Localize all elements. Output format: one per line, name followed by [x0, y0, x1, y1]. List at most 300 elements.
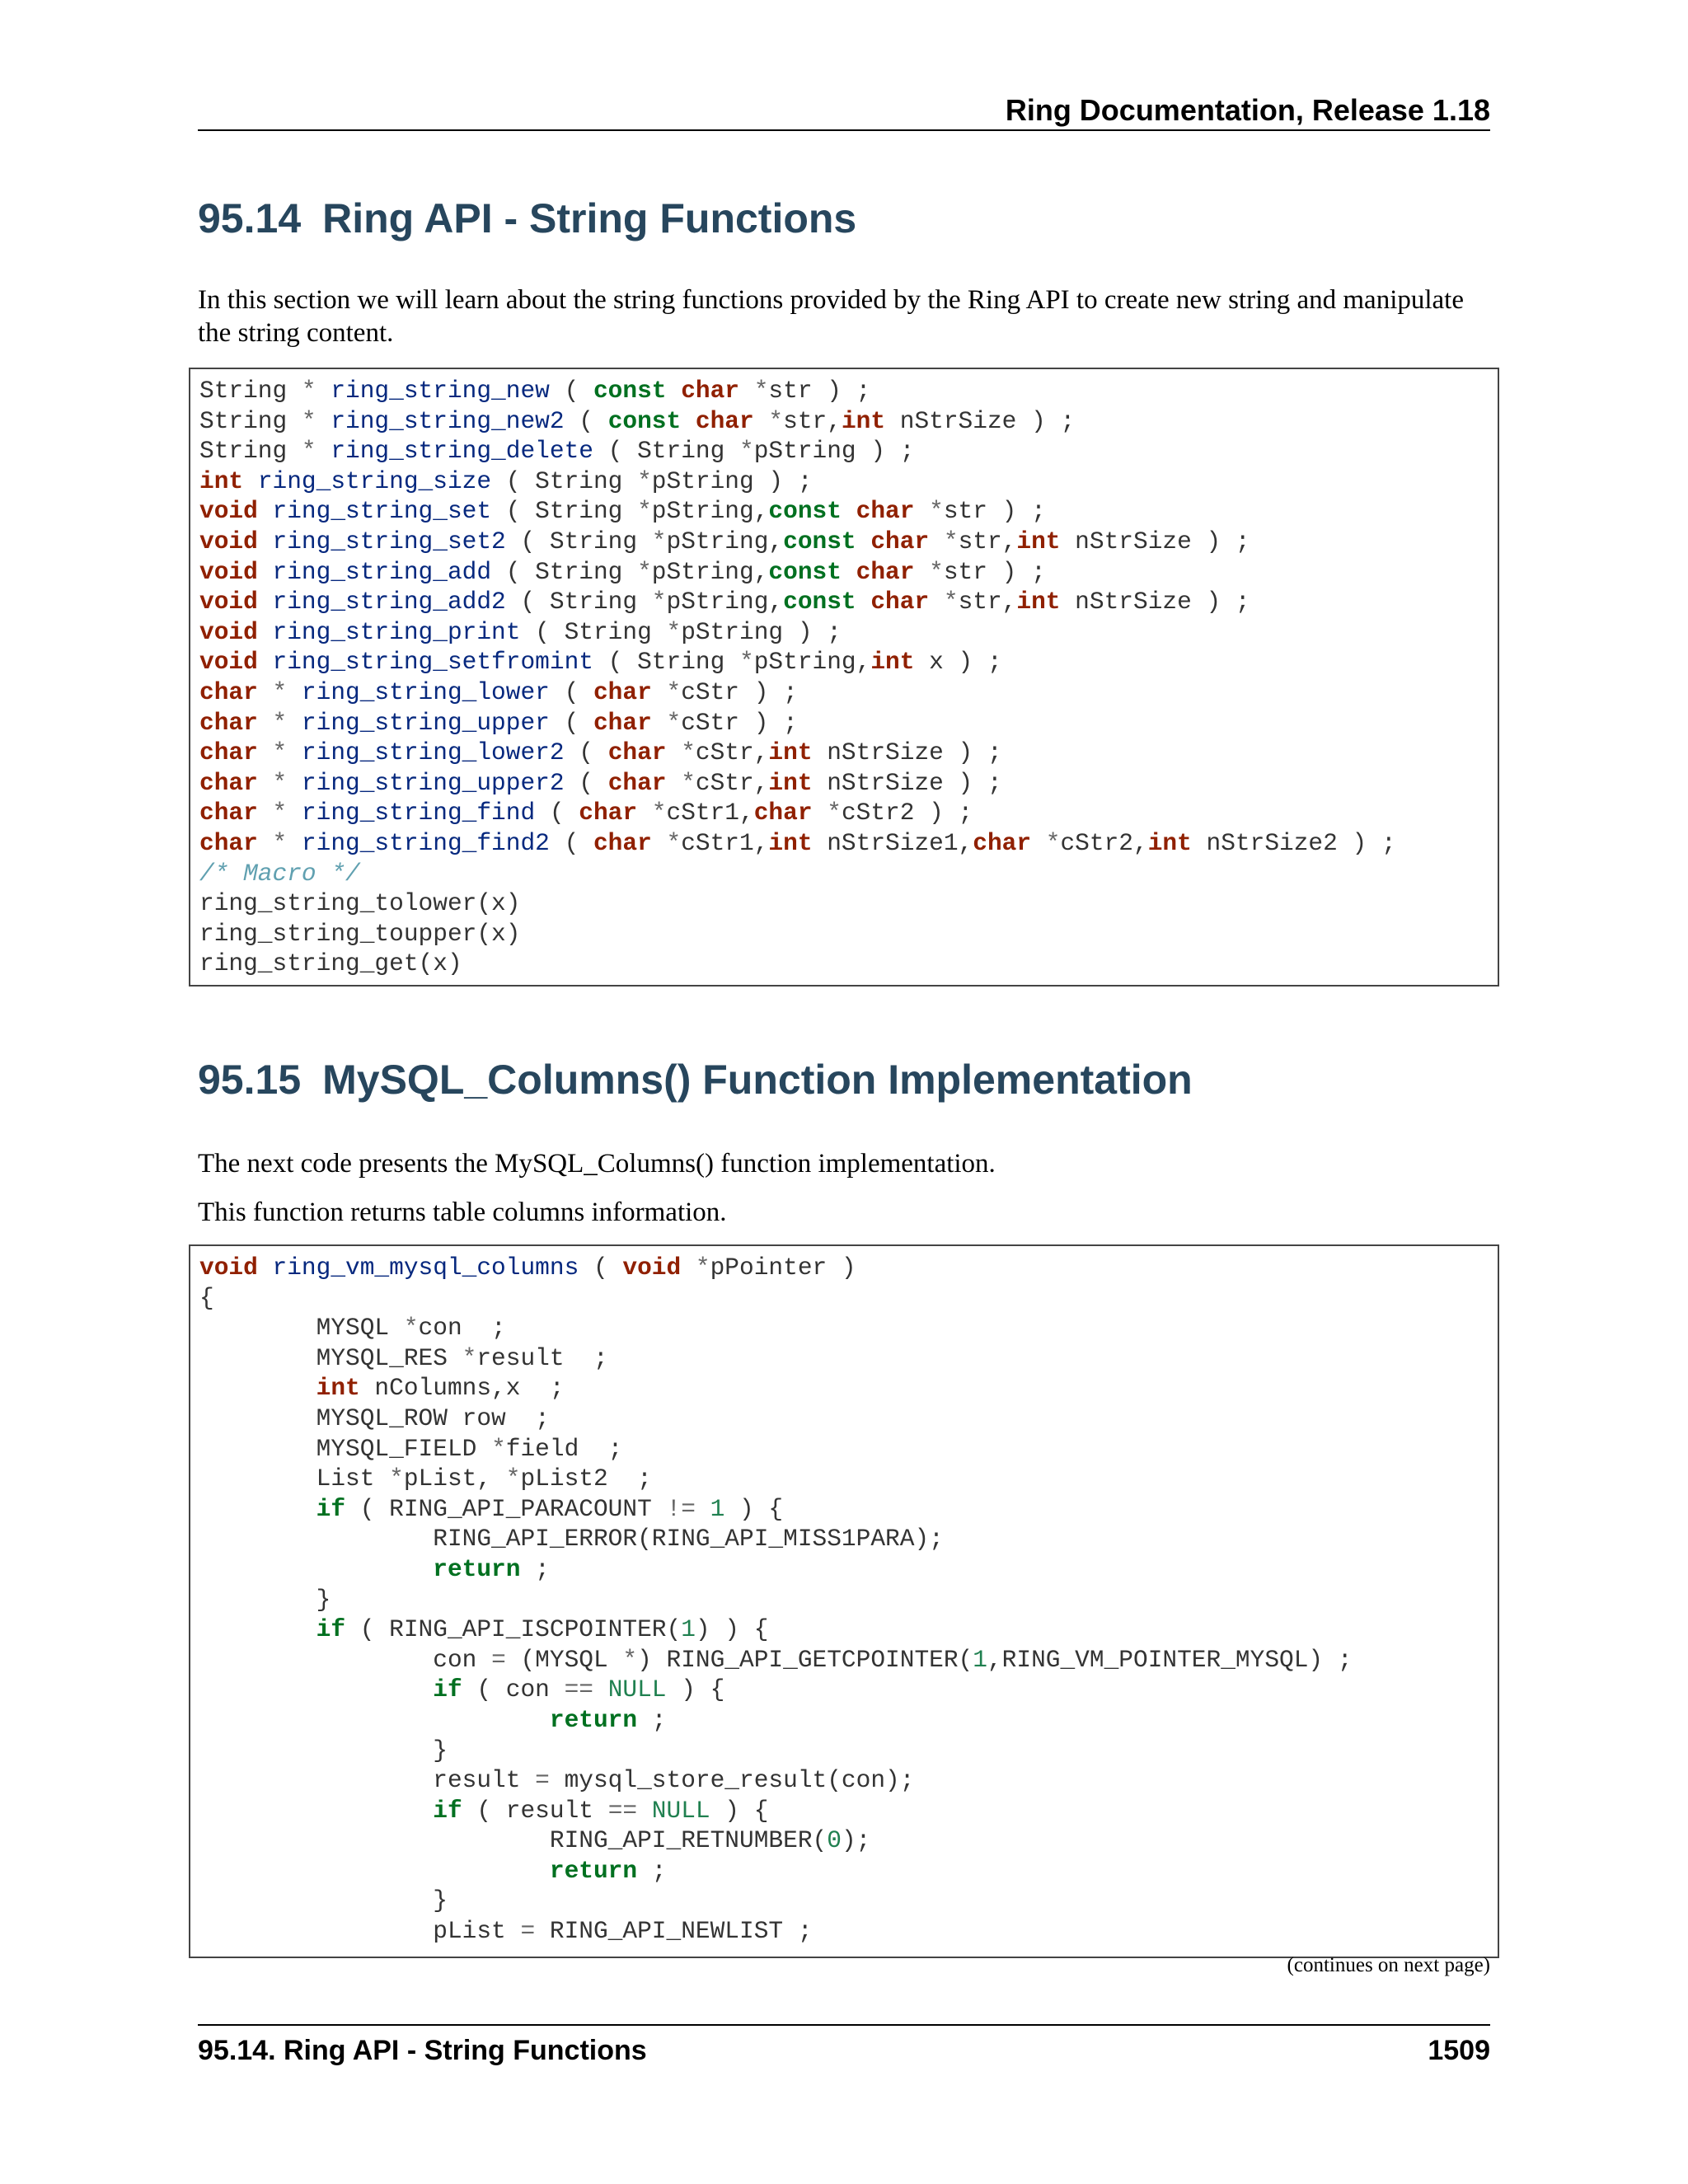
code-token: cStr1,: [681, 828, 769, 857]
code-token: char: [199, 828, 258, 857]
code-token: *: [943, 588, 959, 616]
code-token: char: [973, 828, 1032, 857]
code-token: }: [199, 1585, 331, 1614]
code-token: *: [929, 497, 944, 526]
code-line: [199, 1343, 1498, 1374]
code-token: str ) ;: [768, 377, 871, 405]
code-block-mysql-columns: [189, 1244, 1499, 1958]
code-token: ( RING_API_ISCPOINTER(: [345, 1615, 682, 1644]
code-token: if: [316, 1615, 346, 1644]
code-token: cStr1,: [666, 799, 754, 827]
code-token: char: [199, 768, 258, 797]
code-token: *: [666, 677, 682, 706]
code-token: (: [564, 738, 608, 767]
code-token: ) {: [710, 1796, 769, 1825]
code-token: ( con: [462, 1675, 565, 1704]
code-token: *: [739, 437, 754, 466]
code-line: [199, 1313, 1498, 1343]
code-token: ( String: [491, 497, 638, 526]
code-token: ring_string_lower: [301, 677, 550, 706]
code-token: [258, 709, 273, 737]
code-token: *: [943, 527, 959, 555]
code-token: *: [389, 1465, 404, 1493]
code-token: *: [929, 557, 944, 586]
code-token: String: [199, 377, 302, 405]
code-line: [199, 406, 1498, 437]
code-token: if: [433, 1675, 462, 1704]
code-token: ( String: [593, 648, 740, 677]
code-line: [199, 768, 1498, 799]
code-token: con ;: [418, 1314, 506, 1343]
code-token: (: [535, 799, 579, 827]
code-token: [929, 527, 944, 555]
code-line: [199, 677, 1498, 708]
code-token: ) RING_API_GETCPOINTER(: [637, 1645, 973, 1674]
code-token: ring_string_set2: [272, 527, 506, 555]
code-token: char: [593, 828, 652, 857]
code-token: const: [783, 527, 856, 555]
code-token: pList: [199, 1917, 521, 1946]
code-token: char: [695, 406, 754, 435]
code-token: char: [607, 768, 667, 797]
code-line: [199, 919, 1498, 949]
code-token: pString,: [753, 648, 871, 677]
code-token: ring_string_lower2: [301, 738, 565, 767]
code-token: pList2 ;: [520, 1465, 652, 1493]
code-token: 0: [827, 1826, 842, 1855]
code-token: void: [622, 1254, 682, 1282]
code-token: [637, 1797, 652, 1825]
code-token: mysql_store_result(con);: [549, 1766, 915, 1795]
code-token: ( String: [593, 437, 740, 466]
code-token: result: [199, 1766, 536, 1795]
section-title-text: Ring API - String Functions: [322, 195, 857, 241]
code-token: const: [768, 497, 842, 526]
code-token: (: [564, 768, 608, 797]
code-line: [199, 1373, 1498, 1404]
code-token: *: [739, 648, 754, 677]
code-token: [667, 377, 682, 405]
code-token: [739, 377, 754, 405]
code-token: ( String: [491, 466, 638, 495]
code-token: [914, 558, 929, 586]
code-line: [199, 949, 1498, 979]
footer-divider: [198, 2024, 1490, 2026]
code-token: *: [753, 377, 769, 405]
code-token: [258, 648, 273, 676]
code-token: ( RING_API_PARACOUNT: [345, 1494, 667, 1523]
code-token: str ) ;: [943, 497, 1046, 526]
code-token: char: [199, 677, 258, 706]
code-token: void: [199, 497, 258, 526]
code-token: nStrSize ) ;: [812, 768, 1002, 797]
code-token: =: [535, 1766, 550, 1795]
code-token: [258, 618, 273, 646]
code-token: [287, 829, 302, 857]
code-token: NULL: [651, 1796, 710, 1825]
code-line: [199, 708, 1498, 738]
code-line: [199, 1404, 1498, 1434]
code-token: [258, 829, 273, 857]
code-token: char: [199, 799, 258, 827]
code-line: [199, 1585, 1498, 1615]
code-token: char: [199, 708, 258, 737]
code-token: [258, 558, 273, 586]
code-token: pString ) ;: [651, 466, 813, 495]
code-token: ==: [607, 1796, 638, 1825]
code-token: [287, 709, 302, 737]
code-token: *: [637, 497, 652, 526]
code-line: [199, 1856, 1498, 1886]
code-line: [199, 1645, 1498, 1675]
code-token: cStr ) ;: [681, 708, 798, 737]
code-token: [316, 437, 331, 465]
code-token: str,: [783, 406, 842, 435]
code-line: [199, 1253, 1498, 1283]
code-token: [681, 407, 696, 435]
code-token: (: [564, 406, 608, 435]
code-token: [258, 588, 273, 616]
code-token: if: [433, 1796, 462, 1825]
code-token: [258, 527, 273, 555]
code-token: [696, 1495, 710, 1523]
code-token: *: [1045, 828, 1061, 857]
code-line: [199, 647, 1498, 677]
code-token: *: [462, 1343, 477, 1372]
code-token: *: [768, 406, 784, 435]
code-token: char: [753, 799, 813, 827]
section-number: 95.14: [198, 195, 302, 241]
code-token: return: [549, 1705, 638, 1734]
code-token: ( result: [462, 1796, 608, 1825]
code-line: [199, 376, 1498, 406]
code-token: nColumns,x ;: [359, 1374, 565, 1403]
code-token: ;: [637, 1856, 667, 1885]
code-token: char: [856, 497, 915, 526]
code-token: pString ) ;: [753, 437, 915, 466]
code-token: ring_string_find: [301, 799, 536, 827]
code-token: (: [549, 708, 593, 737]
code-token: int: [768, 768, 813, 797]
code-token: *: [505, 1465, 521, 1493]
code-token: (MYSQL: [505, 1645, 623, 1674]
code-token: pList,: [403, 1465, 506, 1493]
code-line: [199, 527, 1498, 557]
code-token: [199, 1857, 550, 1885]
code-token: [258, 799, 273, 827]
code-token: [652, 709, 667, 737]
code-line: [199, 1886, 1498, 1916]
code-token: char: [870, 588, 930, 616]
code-token: ring_string_toupper(x): [199, 919, 521, 948]
code-line: [199, 1554, 1498, 1585]
code-token: char: [593, 708, 652, 737]
code-token: *: [272, 677, 288, 706]
code-token: RING_API_NEWLIST ;: [535, 1917, 813, 1946]
code-token: [667, 738, 682, 766]
code-line: [199, 1825, 1498, 1856]
code-line: [199, 1524, 1498, 1554]
code-line: [199, 587, 1498, 617]
code-token: char: [870, 527, 930, 555]
code-token: char: [681, 377, 740, 405]
code-token: nStrSize ) ;: [885, 406, 1076, 435]
code-token: const: [607, 406, 682, 435]
code-token: char: [579, 799, 638, 827]
code-token: [258, 1254, 273, 1282]
code-token: );: [841, 1826, 871, 1855]
code-token: String: [199, 437, 302, 466]
code-token: int: [199, 466, 244, 495]
code-token: x ) ;: [914, 648, 1002, 677]
continues-note: (continues on next page): [1287, 1954, 1490, 1976]
code-token: [593, 1675, 608, 1704]
code-token: ,RING_VM_POINTER_MYSQL) ;: [987, 1645, 1353, 1674]
code-token: void: [199, 617, 258, 646]
code-token: void: [199, 648, 258, 677]
code-token: [287, 678, 302, 706]
code-token: *: [666, 708, 682, 737]
code-token: ring_string_get(x): [199, 949, 462, 978]
code-token: [199, 1555, 433, 1583]
code-line: [199, 1494, 1498, 1525]
code-token: [199, 1706, 550, 1734]
code-token: ( String: [491, 557, 638, 586]
code-token: [243, 467, 258, 495]
code-token: (: [549, 677, 593, 706]
code-token: }: [199, 1736, 448, 1765]
code-token: ring_string_tolower(x): [199, 889, 521, 918]
code-token: *: [622, 1645, 638, 1674]
code-token: pString,: [651, 497, 769, 526]
code-token: cStr2 ) ;: [841, 799, 973, 827]
paragraph-code-intro: The next code presents the MySQL_Columns() function implementation.: [198, 1149, 996, 1179]
code-token: RING_API_RETNUMBER(: [199, 1826, 828, 1855]
code-token: *: [301, 377, 316, 405]
code-token: ring_string_new2: [331, 406, 565, 435]
running-header: Ring Documentation, Release 1.18: [1005, 93, 1490, 127]
code-token: (: [549, 828, 593, 857]
code-token: [813, 799, 828, 827]
section-heading-95-15: [198, 1055, 1193, 1104]
code-token: char: [593, 677, 652, 706]
code-line: [199, 859, 1498, 889]
code-token: nStrSize1,: [812, 828, 973, 857]
code-token: [929, 588, 944, 616]
code-token: ) {: [666, 1675, 725, 1704]
code-token: !=: [666, 1494, 696, 1523]
code-token: void: [199, 527, 258, 555]
code-token: ring_string_delete: [331, 437, 593, 466]
code-token: ring_string_new: [331, 377, 550, 405]
code-token: *: [695, 1254, 710, 1282]
code-line: [199, 1916, 1498, 1947]
code-token: *: [272, 799, 288, 827]
code-token: nStrSize2 ) ;: [1191, 828, 1396, 857]
code-token: [842, 497, 856, 525]
code-token: return: [433, 1554, 521, 1583]
code-token: 1: [681, 1615, 696, 1644]
code-token: [754, 407, 769, 435]
code-token: }: [199, 1886, 448, 1915]
code-line: [199, 1434, 1498, 1465]
code-token: str,: [958, 527, 1017, 555]
code-token: char: [199, 738, 258, 767]
code-token: [258, 497, 273, 525]
code-token: [1031, 829, 1046, 857]
paragraph-function-description: This function returns table columns information.: [198, 1197, 727, 1227]
code-token: ) {: [724, 1494, 784, 1523]
code-token: char: [607, 738, 667, 767]
code-token: ring_string_find2: [301, 828, 550, 857]
code-token: [287, 769, 302, 797]
code-line: [199, 738, 1498, 768]
code-token: [637, 799, 652, 827]
code-token: MYSQL_FIELD: [199, 1434, 492, 1463]
code-token: String: [199, 406, 302, 435]
code-token: ring_string_add: [272, 557, 492, 586]
code-token: *: [827, 799, 842, 827]
code-token: ring_string_size: [257, 466, 492, 495]
code-token: result ;: [476, 1343, 608, 1372]
code-token: *: [403, 1314, 419, 1343]
code-token: NULL: [607, 1675, 667, 1704]
code-token: *: [681, 738, 696, 767]
code-token: *: [651, 588, 667, 616]
code-token: nStrSize ) ;: [1060, 588, 1250, 616]
code-token: [199, 1797, 433, 1825]
code-token: int: [870, 648, 915, 677]
code-token: void: [199, 557, 258, 586]
code-token: [199, 1675, 433, 1704]
code-line: [199, 557, 1498, 588]
code-token: cStr,: [695, 738, 769, 767]
code-token: *: [301, 437, 316, 466]
code-token: cStr,: [695, 768, 769, 797]
code-token: {: [199, 1283, 214, 1312]
code-line: [199, 888, 1498, 919]
section-intro-paragraph: In this section we will learn about the string functions provided by the Ring API to create new string and manipulate the string content.: [198, 285, 1464, 348]
code-token: if: [316, 1494, 346, 1523]
code-token: nStrSize ) ;: [1060, 527, 1250, 555]
code-token: cStr ) ;: [681, 677, 798, 706]
code-token: *: [666, 617, 682, 646]
code-token: *: [637, 466, 652, 495]
code-token: [856, 588, 871, 616]
section-heading-95-14: [198, 194, 856, 243]
code-token: *: [272, 828, 288, 857]
code-token: List: [199, 1465, 390, 1493]
code-token: pString,: [666, 527, 784, 555]
code-token: pString,: [651, 557, 769, 586]
code-token: return: [549, 1856, 638, 1885]
code-token: *: [651, 799, 667, 827]
code-token: const: [783, 588, 856, 616]
code-token: pString,: [666, 588, 784, 616]
code-token: int: [1016, 588, 1061, 616]
code-token: pString ) ;: [681, 617, 842, 646]
code-token: ==: [564, 1675, 593, 1704]
code-token: ;: [637, 1705, 667, 1734]
code-token: 1: [710, 1494, 725, 1523]
code-token: str,: [958, 588, 1017, 616]
code-token: ( String: [520, 617, 667, 646]
code-block-string-functions: [189, 368, 1499, 987]
code-token: MYSQL_ROW row ;: [199, 1404, 550, 1432]
code-token: =: [520, 1917, 536, 1946]
code-token: [652, 678, 667, 706]
code-token: [199, 1615, 316, 1643]
code-token: [914, 497, 929, 525]
code-token: ( String: [505, 527, 652, 555]
code-token: nStrSize ) ;: [812, 738, 1002, 767]
code-token: const: [593, 377, 667, 405]
code-token: [287, 799, 302, 827]
code-token: ring_string_upper2: [301, 768, 565, 797]
code-token: [258, 769, 273, 797]
code-line: [199, 828, 1498, 859]
code-token: int: [1147, 828, 1192, 857]
code-token: const: [768, 557, 842, 586]
code-line: [199, 1705, 1498, 1736]
code-token: [652, 829, 667, 857]
code-token: *: [681, 768, 696, 797]
code-line: [199, 1736, 1498, 1766]
code-token: ( String: [505, 588, 652, 616]
code-token: *: [272, 708, 288, 737]
code-token: [258, 738, 273, 766]
code-token: MYSQL: [199, 1314, 404, 1343]
code-token: 1: [973, 1645, 987, 1674]
code-token: (: [549, 377, 593, 405]
code-token: ;: [520, 1554, 550, 1583]
code-token: [287, 738, 302, 766]
code-token: void: [199, 588, 258, 616]
code-token: (: [579, 1254, 623, 1282]
code-token: int: [1016, 527, 1061, 555]
code-line: [199, 1283, 1498, 1314]
code-token: ring_string_upper: [301, 708, 550, 737]
code-token: con: [199, 1645, 492, 1674]
code-line: [199, 496, 1498, 527]
code-token: ) ) {: [695, 1615, 769, 1644]
code-token: =: [491, 1645, 506, 1674]
page-number: 1509: [1428, 2035, 1490, 2066]
code-token: [199, 1374, 316, 1402]
code-token: [316, 377, 331, 405]
code-token: [856, 527, 871, 555]
section-title-text: MySQL_Columns() Function Implementation: [322, 1057, 1193, 1103]
code-token: RING_API_ERROR(RING_API_MISS1PARA);: [199, 1525, 944, 1554]
code-token: *: [637, 557, 652, 586]
code-token: field ;: [505, 1434, 623, 1463]
code-token: ring_string_add2: [272, 588, 506, 616]
code-token: [667, 769, 682, 797]
code-line: [199, 1765, 1498, 1796]
code-token: [681, 1254, 696, 1282]
code-token: [199, 1495, 316, 1523]
code-token: *: [651, 527, 667, 555]
code-token: *: [272, 768, 288, 797]
code-line: [199, 1615, 1498, 1645]
code-token: [258, 678, 273, 706]
footer-section-ref: 95.14. Ring API - String Functions: [198, 2035, 647, 2066]
code-token: [842, 558, 856, 586]
code-line: [199, 798, 1498, 828]
code-line: [199, 436, 1498, 466]
code-token: int: [768, 828, 813, 857]
code-token: int: [316, 1374, 360, 1403]
